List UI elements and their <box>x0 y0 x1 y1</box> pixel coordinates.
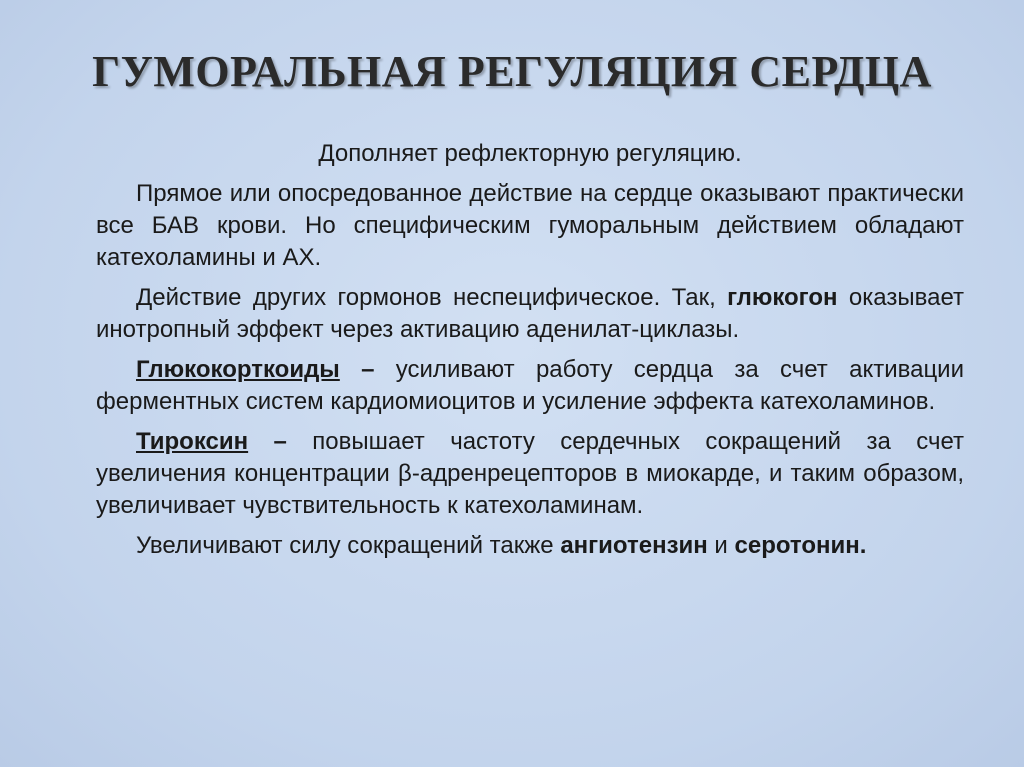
text: оказывает инотропный эффект через активацию аденилат-циклазы. <box>96 284 964 343</box>
dash: – <box>248 428 287 455</box>
paragraph-thyroxine <box>96 426 964 522</box>
term-angiotensin: ангиотензин <box>560 532 708 559</box>
term-serotonin: серотонин. <box>734 532 867 559</box>
text: и <box>707 532 735 559</box>
term-glucagon: глюкогон <box>727 284 838 311</box>
slide-body <box>96 138 964 570</box>
dash: – <box>339 356 375 383</box>
paragraph-glucocorticoids <box>96 354 964 418</box>
paragraph-direct-action: Прямое или опосредованное действие на сердце оказывают практически все БАВ крови. Но специфическим гуморальным действием обладают катехоламины и АХ. <box>96 180 964 271</box>
paragraph-other-hormones <box>96 282 964 346</box>
text: Увеличивают силу сокращений также <box>136 532 561 559</box>
paragraph-contraction-force <box>96 530 964 562</box>
text: Действие других гормонов неспецифическое. Так, <box>136 284 728 311</box>
term-thyroxine: Тироксин <box>136 428 249 455</box>
term-glucocorticoids: Глюкокорткоиды <box>136 356 340 383</box>
text: усиливают работу сердца за счет активации ферментных систем кардиомиоцитов и усиление эффекта катехоламинов. <box>96 356 964 415</box>
paragraph-intro: Дополняет рефлекторную регуляцию. <box>318 140 742 167</box>
slide-title: ГУМОРАЛЬНАЯ РЕГУЛЯЦИЯ СЕРДЦА <box>92 47 932 96</box>
text: повышает частоту сердечных сокращений за счет увеличения концентрации β-адренрецепторов в миокарде, и таким образом, увеличивает чувствительность к катехоламинам. <box>96 428 965 519</box>
